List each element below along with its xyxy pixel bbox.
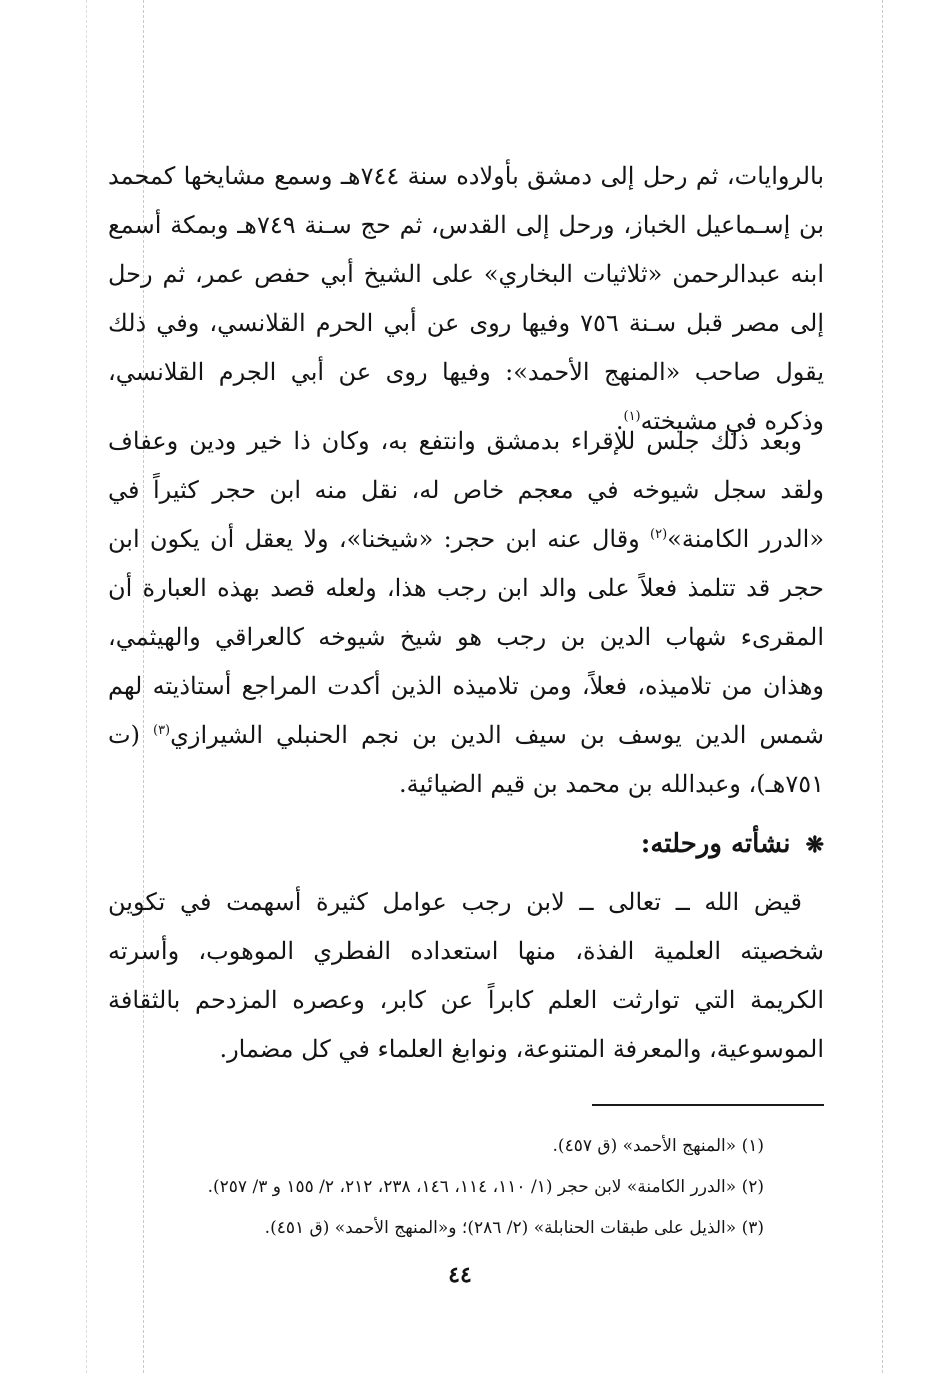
footnote-1: (١) «المنهج الأحمد» (ق ٤٥٧).	[552, 1136, 764, 1156]
section-heading	[108, 819, 824, 870]
paragraph-2-text-a: وبعد ذلك جلس للإقراء بدمشق وانتفع به، وكان ذا خير ودين وعفاف ولقد سجل شيوخه في معجم خاص له، نقل منه ابن حجر كثيراً في «الدرر الكامنة»	[108, 427, 825, 553]
page-number: ٤٤	[448, 1262, 472, 1288]
footnotes	[108, 1126, 764, 1249]
footnote-divider	[592, 1104, 824, 1106]
footnote-3: (٣) «الذيل على طبقات الحنابلة» (٢/ ٢٨٦)؛ و«المنهج الأحمد» (ق ٤٥١).	[264, 1218, 764, 1238]
paragraph-1-text: بالروايات، ثم رحل إلى دمشق بأولاده سنة ٧٤٤هـ وسمع مشايخها كمحمد بن إسـماعيل الخباز، ورحل إلى القدس، ثم حج سـنة ٧٤٩هـ وبمكة أسمع ابنه عبدالرحمن «ثلاثيات البخاري» على الشيخ أبي حفص عمر، ثم رحل إلى مصر قبل سـنة ٧٥٦ وفيها روى عن أبي الحرم القلانسي، وفي ذلك يقول صاحب «المنهج الأحمد»: وفيها روى عن أبي الجرم القلانسي، وذكره في مشيخته	[108, 162, 825, 435]
paragraph-2-body	[108, 417, 824, 809]
paragraph-2	[108, 417, 824, 809]
paragraph-1	[108, 152, 824, 446]
footnote-ref-2: (٢)	[650, 527, 668, 542]
footnote-ref-1: (١)	[623, 409, 641, 424]
paragraph-2-text-c: (ت ٧٥١هـ)، وعبدالله بن محمد بن قيم الضيائية.	[108, 721, 824, 798]
scan-margin-line	[86, 0, 87, 1373]
paragraph-3-text: قيض الله ــ تعالى ــ لابن رجب عوامل كثيرة أسهمت في تكوين شخصيته العلمية الفذة، منها استعداده الفطري الموهوب، وأسرته الكريمة التي توارثت العلم كابراً عن كابر، وعصره المزدحم بالثقافة الموسوعية، والمعرفة المتنوعة، ونوابغ العلماء في كل مضمار.	[108, 888, 824, 1063]
footnote-2: (٢) «الدرر الكامنة» لابن حجر (١/ ١١٠، ١١٤، ١٤٦، ٢٣٨، ٢١٢، ٢/ ١٥٥ و ٣/ ٢٥٧).	[207, 1177, 764, 1197]
paragraph-3	[108, 878, 824, 1074]
scan-margin-line	[882, 0, 883, 1373]
asterism-icon: ❋	[805, 832, 824, 858]
paragraph-1-end: .	[615, 407, 624, 435]
paragraph-2-text-b: وقال عنه ابن حجر: «شيخنا»، ولا يعقل أن يكون ابن حجر قد تتلمذ فعلاً على والد ابن رجب هذا، ولعله قصد بهذه العبارة أن المقرىء شهاب الدين بن رجب هو شيخ شيوخه كالعراقي والهيثمي، وهذان من تلاميذه، فعلاً، ومن تلاميذه الذين أكدت المراجع أستاذيته لهم شمس الدين يوسف بن سيف الدين بن نجم الحنبلي الشيرازي	[108, 525, 825, 749]
section-heading-text: نشأته ورحلته:	[640, 829, 791, 859]
footnote-ref-3: (٣)	[152, 723, 171, 738]
